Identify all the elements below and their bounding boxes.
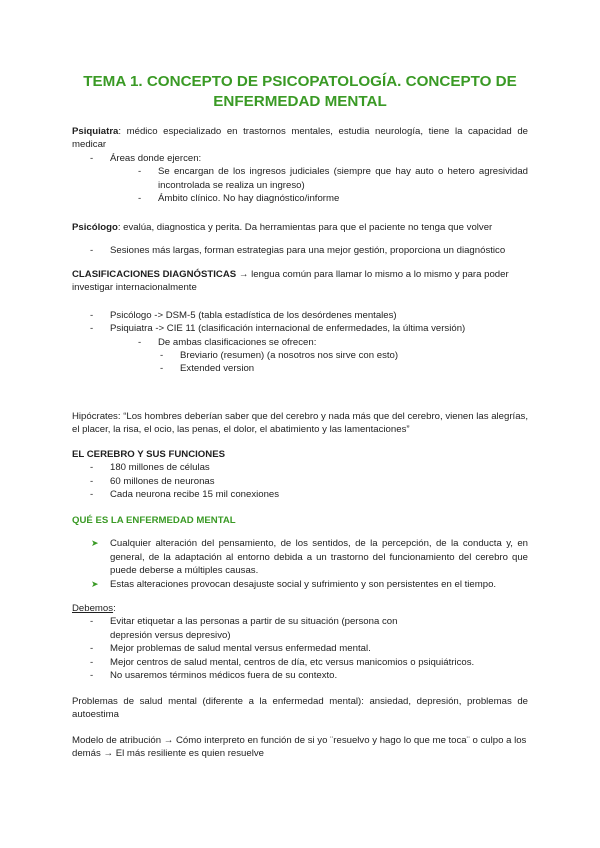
- modelo-paragraph: Modelo de atribución → Cómo interpreto en función de si yo ¨resuelvo y hago lo que me toca¨ o culpo a los demás → El más resiliente es quien resuelve: [72, 735, 527, 760]
- arrow-bullet-icon: ➤: [91, 538, 99, 549]
- dash-marker: -: [90, 616, 94, 628]
- dash-marker: -: [138, 166, 142, 178]
- list-item: - Mejor centros de salud mental, centros de día, etc versus manicomios o psiquiátricos.: [90, 656, 475, 668]
- list-item: - Evitar etiquetar a las personas a partir de su situación (persona con depresión versus depresivo): [90, 616, 398, 641]
- list-item: - Psiquiatra -> CIE 11 (clasificación internacional de enfermedades, la última versión): [90, 323, 466, 335]
- psiquiatra-definition: [72, 125, 528, 152]
- list-item: - Áreas donde ejercen:: [90, 152, 202, 164]
- list-item: - 60 millones de neuronas: [90, 475, 215, 487]
- arrow-bullet-icon: ➤: [91, 578, 99, 589]
- clasificaciones-term: CLASIFICACIONES DIAGNÓSTICAS: [72, 269, 237, 280]
- psiquiatra-section: [72, 125, 528, 205]
- debemos-section: [72, 602, 528, 682]
- list-item: ➤ Estas alteraciones provocan desajuste social y sufrimiento y son persistentes en el tiempo.: [91, 578, 497, 590]
- dash-marker: -: [90, 323, 94, 335]
- list-item: - Cada neurona recibe 15 mil conexiones: [90, 489, 280, 501]
- dash-marker: -: [90, 489, 94, 501]
- list-item: - De ambas clasificaciones se ofrecen:: [138, 336, 317, 348]
- page-title: TEMA 1. CONCEPTO DE PSICOPATOLOGÍA. CONCEPTO DE ENFERMEDAD MENTAL: [83, 73, 517, 110]
- dash-marker: -: [90, 656, 94, 668]
- clasificaciones-section: [72, 268, 528, 376]
- psiquiatra-text: : médico especializado en trastornos mentales, estudia neurología, tiene la capacidad de medicar: [72, 126, 528, 151]
- cerebro-heading: EL CEREBRO Y SUS FUNCIONES: [72, 449, 225, 460]
- list-item: ➤ Cualquier alteración del pensamiento, de los sentidos, de la percepción, de la conducta y, en general, de la adaptación al entorno debida a un trastorno del funcionamiento del cerebro que puede deberse a múltiples causas.: [91, 538, 528, 577]
- list-item: - Breviario (resumen) (a nosotros nos sirve con esto): [160, 350, 399, 362]
- list-item: - Se encargan de los ingresos judiciales (siempre que hay auto o hetero agresividad incontrolada se realiza un ingreso): [138, 166, 528, 191]
- enfermedad-heading: QUÉ ES LA ENFERMEDAD MENTAL: [72, 515, 236, 526]
- dash-marker: -: [160, 350, 164, 362]
- cerebro-section: [72, 448, 528, 502]
- dash-marker: -: [138, 336, 142, 348]
- list-item: - 180 millones de células: [90, 462, 210, 474]
- psiquiatra-term: Psiquiatra: [72, 126, 119, 137]
- list-item: - Sesiones más largas, forman estrategias para una mejor gestión, proporciona un diagnóstico: [90, 245, 506, 257]
- dash-marker: -: [90, 152, 94, 164]
- psicologo-definition: Psicólogo: evalúa, diagnostica y perita. Da herramientas para que el paciente no tenga que volver: [72, 222, 493, 233]
- dash-marker: -: [90, 475, 94, 487]
- dash-marker: -: [90, 670, 94, 682]
- psicologo-section: [72, 221, 528, 258]
- dash-marker: -: [90, 643, 94, 655]
- dash-marker: -: [160, 363, 164, 375]
- list-item: - No usaremos términos médicos fuera de su contexto.: [90, 670, 338, 682]
- list-item: - Psicólogo -> DSM-5 (tabla estadística de los desórdenes mentales): [90, 309, 397, 321]
- dash-marker: -: [90, 309, 94, 321]
- hipocrates-quote: Hipócrates: “Los hombres deberían saber que del cerebro y nada más que del cerebro, vienen las alegrías, el placer, la risa, el ocio, las penas, el dolor, el abatimiento y las lamentaciones”: [72, 411, 528, 436]
- dash-marker: -: [138, 193, 142, 205]
- list-item: - Ámbito clínico. No hay diagnóstico/informe: [138, 193, 340, 205]
- enfermedad-section: [72, 514, 528, 591]
- clasificaciones-definition: CLASIFICACIONES DIAGNÓSTICAS → lengua común para llamar lo mismo a lo mismo y para poder investigar internacionalmente: [72, 269, 509, 294]
- dash-marker: -: [90, 462, 94, 474]
- list-item: - Mejor problemas de salud mental versus enfermedad mental.: [90, 643, 371, 655]
- debemos-heading: Debemos:: [72, 603, 116, 614]
- psicologo-term: Psicólogo: [72, 222, 118, 233]
- problemas-paragraph: Problemas de salud mental (diferente a la enfermedad mental): ansiedad, depresión, problemas de autoestima: [72, 696, 528, 721]
- list-item: - Extended version: [160, 363, 255, 375]
- dash-marker: -: [90, 245, 94, 257]
